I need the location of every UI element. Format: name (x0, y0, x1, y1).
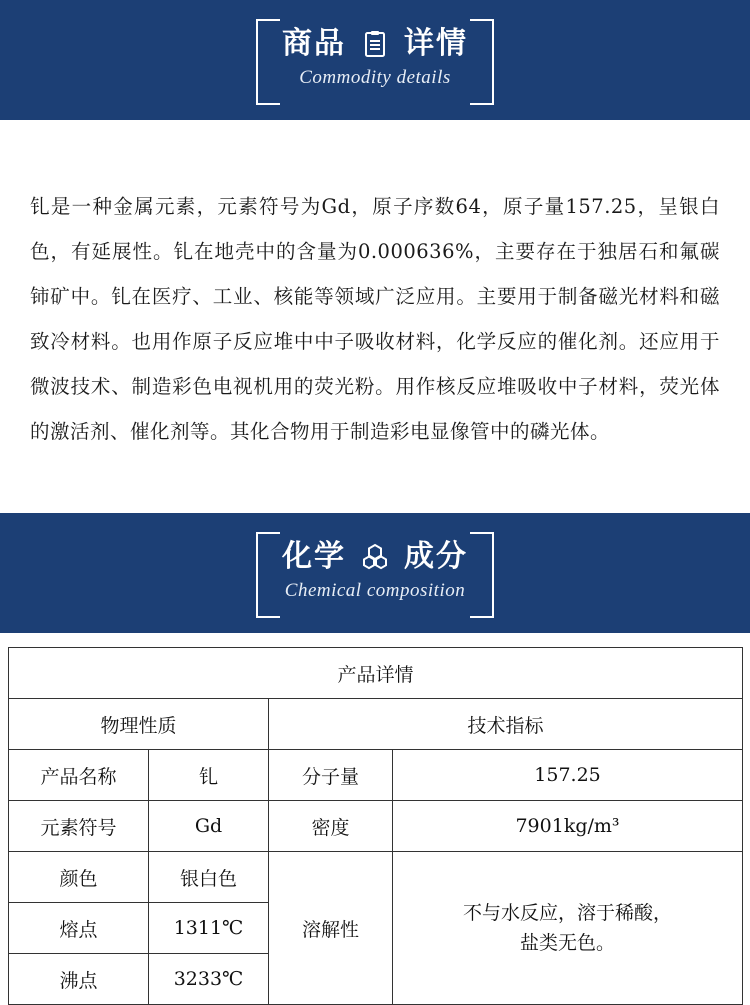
table-header-row (9, 699, 743, 750)
description-section (0, 120, 750, 513)
row-4-key-1: 沸点 (9, 954, 149, 1005)
table-header-left: 物理性质 (9, 699, 269, 750)
commodity-details-banner (0, 0, 750, 120)
table-row (9, 801, 743, 852)
table-title-row (9, 648, 743, 699)
row-4-value-1: 3233℃ (149, 954, 269, 1005)
spec-table-section (0, 633, 750, 1005)
commodity-title-left: 商品 (282, 26, 346, 61)
table-header-right: 技术指标 (269, 699, 743, 750)
row-3-key-1: 熔点 (9, 903, 149, 954)
row-2-key-2: 溶解性 (269, 852, 393, 1005)
row-0-value-2: 157.25 (393, 750, 743, 801)
hexagon-molecule-icon (360, 542, 390, 572)
chemical-banner-subtitle: Chemical composition (284, 580, 466, 601)
row-0-key-2: 分子量 (269, 750, 393, 801)
description-paragraph: 钆是一种金属元素，元素符号为Gd，原子序数64，原子量157.25，呈银白色，有延展性。钆在地壳中的含量为0.000636%，主要存在于独居石和氟碳铈矿中。钆在医疗、工业、核能等领域广泛应用。主要用于制备磁光材料和磁致冷材料。也用作原子反应堆中中子吸收材料，化学反应的催化剂。还应用于微波技术、制造彩色电视机用的荧光粉。用作核反应堆吸收中子材料，荧光体的激活剂、催化剂等。其化合物用于制造彩电显像管中的磷光体。 (30, 194, 720, 443)
commodity-banner-subtitle: Commodity details (299, 67, 451, 88)
row-2-value-2: 不与水反应，溶于稀酸， 盐类无色。 (393, 852, 743, 1005)
commodity-banner-title (282, 27, 468, 60)
row-1-value-2: 7901kg/m³ (393, 801, 743, 852)
table-row (9, 750, 743, 801)
table-title: 产品详情 (9, 648, 743, 699)
commodity-banner-frame (256, 19, 494, 101)
row-0-key-1: 产品名称 (9, 750, 149, 801)
chemical-title-left: 化学 (282, 539, 346, 574)
clipboard-list-icon (360, 29, 390, 59)
row-0-value-1: 钆 (149, 750, 269, 801)
chemical-banner-title (282, 540, 468, 573)
row-2-value-1: 银白色 (149, 852, 269, 903)
row-2-key-1: 颜色 (9, 852, 149, 903)
row-1-key-2: 密度 (269, 801, 393, 852)
chemical-title-right: 成分 (404, 539, 468, 574)
chemical-composition-banner (0, 513, 750, 633)
table-row (9, 852, 743, 903)
row-1-value-1: Gd (149, 801, 269, 852)
row-1-key-1: 元素符号 (9, 801, 149, 852)
chemical-banner-frame (256, 532, 494, 614)
product-spec-table (8, 647, 743, 1005)
row-3-value-1: 1311℃ (149, 903, 269, 954)
commodity-title-right: 详情 (404, 26, 468, 61)
